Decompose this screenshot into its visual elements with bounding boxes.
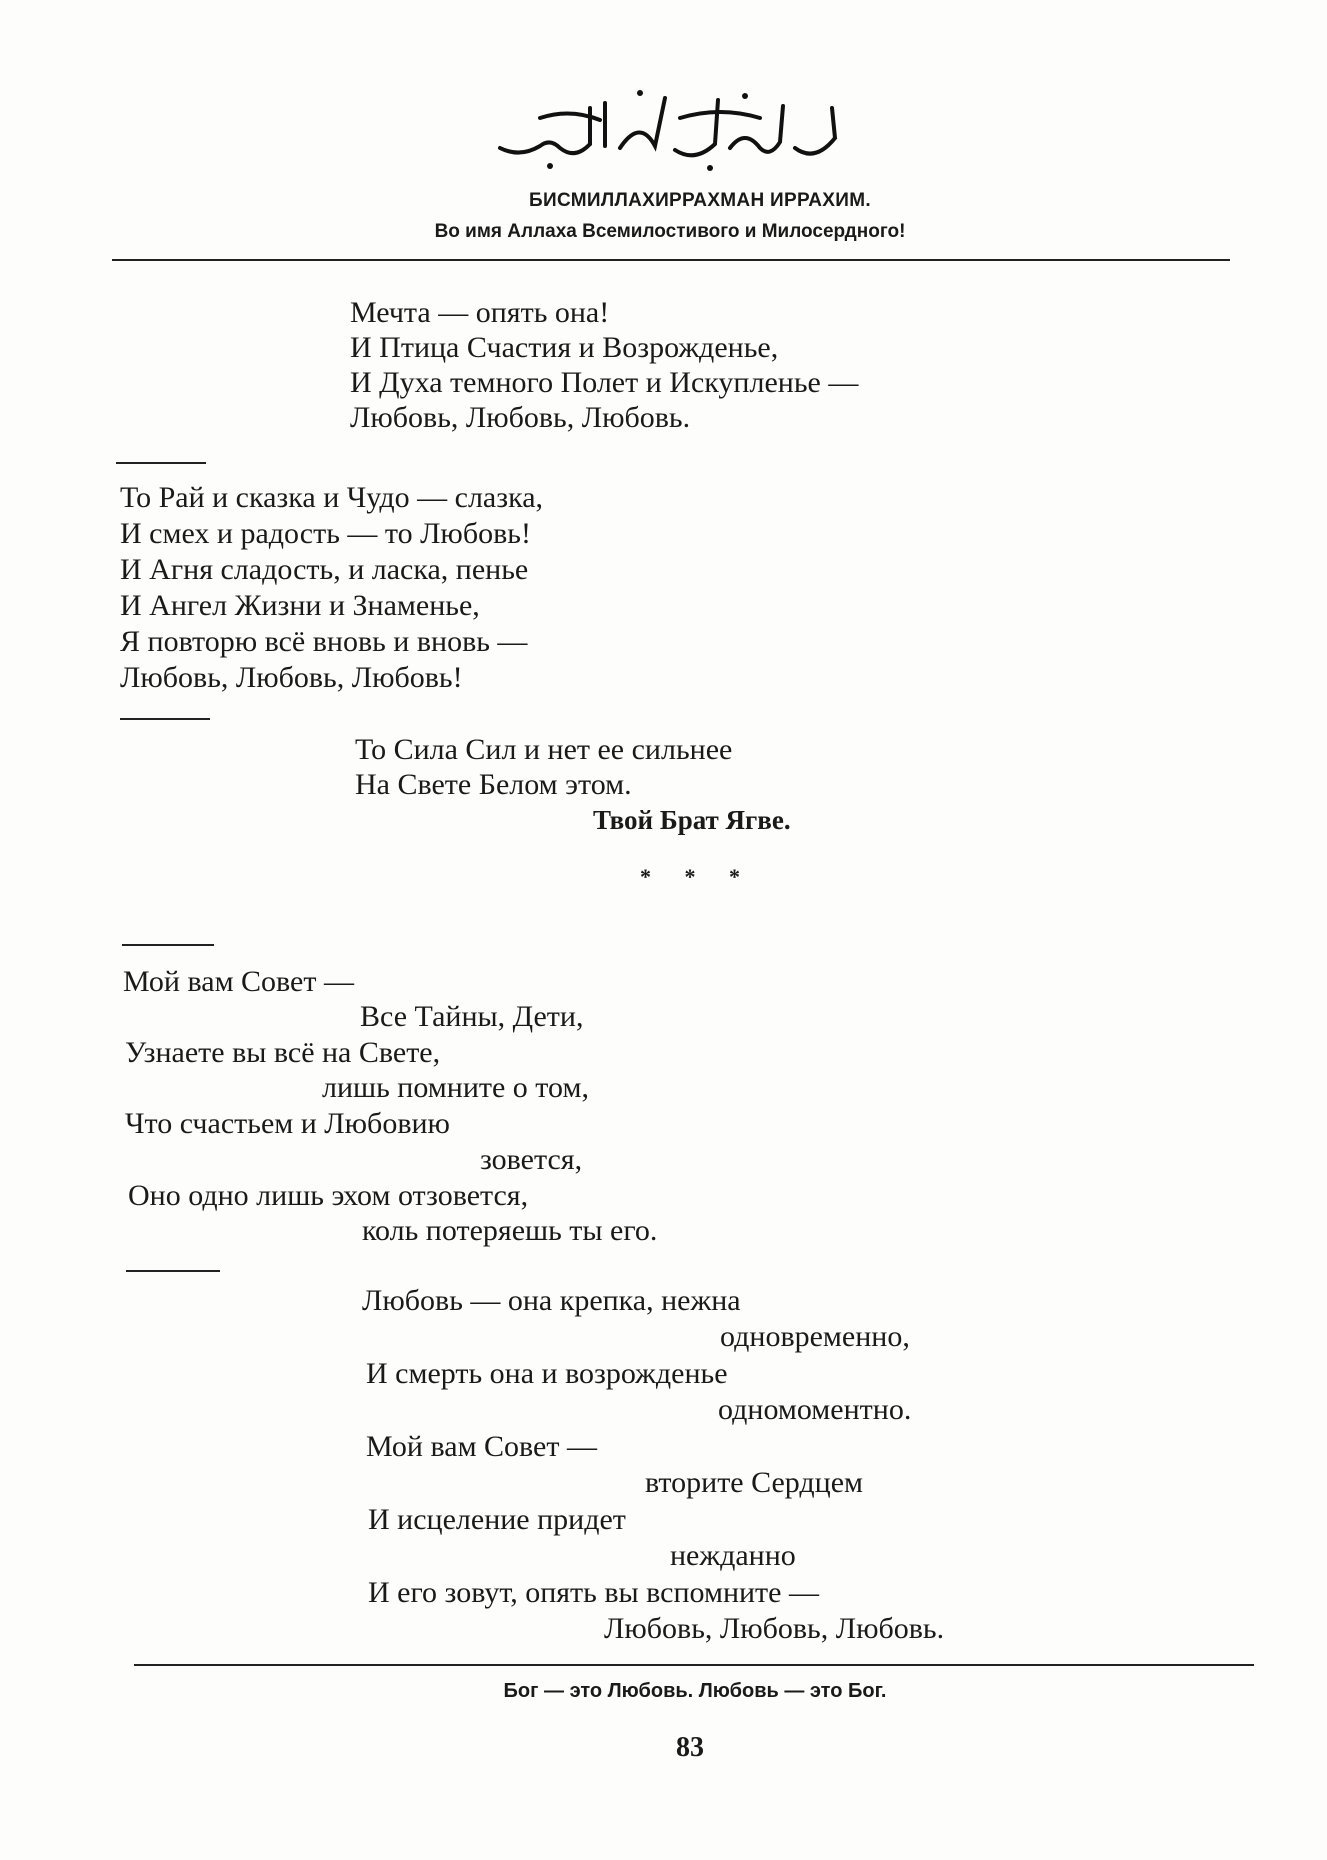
poem2-line: вторите Сердцем bbox=[645, 1466, 864, 1499]
footer-motto: Бог — это Любовь. Любовь — это Бог. bbox=[503, 1680, 887, 1702]
poem2-line: Любовь — она крепка, нежна bbox=[362, 1284, 741, 1317]
poem2-line: Узнаете вы всё на Свете, bbox=[125, 1036, 441, 1069]
poem2-line: зовется, bbox=[480, 1143, 583, 1176]
poem1-line: И Ангел Жизни и Знаменье, bbox=[120, 589, 480, 622]
poem2-line: И смерть она и возрожденье bbox=[366, 1357, 728, 1390]
poem2-line: Мой вам Совет — bbox=[123, 965, 354, 998]
poem1-line: То Сила Сил и нет ее сильнее bbox=[355, 733, 733, 766]
poem2-line: одномоментно. bbox=[718, 1393, 912, 1426]
header-subtitle: Во имя Аллаха Всемилостивого и Милосердного! bbox=[434, 221, 906, 242]
stanza-divider bbox=[116, 462, 206, 464]
basmala-calligraphy bbox=[480, 78, 860, 178]
poem1-line: И Птица Счастия и Возрожденье, bbox=[350, 331, 779, 364]
poem1-line: Мечта — опять она! bbox=[350, 296, 610, 329]
poem1-line: И Духа темного Полет и Искупленье — bbox=[350, 366, 859, 399]
poem1-line: И смех и радость — то Любовь! bbox=[120, 517, 531, 550]
poem1-line: Любовь, Любовь, Любовь. bbox=[350, 401, 691, 434]
signature: Твой Брат Ягве. bbox=[593, 805, 791, 835]
poem2-line: Все Тайны, Дети, bbox=[360, 1000, 584, 1033]
poem2-line: Оно одно лишь эхом отзовется, bbox=[128, 1179, 529, 1212]
poem2-line: одновременно, bbox=[720, 1320, 910, 1353]
poem1-line: Любовь, Любовь, Любовь! bbox=[120, 661, 463, 694]
header-rule bbox=[112, 259, 1230, 261]
poem2-line: лишь помните о том, bbox=[322, 1071, 589, 1104]
stanza-divider bbox=[126, 1270, 220, 1272]
stanza-divider bbox=[122, 944, 214, 946]
stanza-divider bbox=[120, 718, 210, 720]
poem1-line: На Свете Белом этом. bbox=[355, 768, 632, 801]
poem2-line: коль потеряешь ты его. bbox=[362, 1214, 658, 1247]
poem2-line: нежданно bbox=[670, 1539, 796, 1572]
header-title: БИСМИЛЛАХИРРАХМАН ИРРАХИМ. bbox=[529, 190, 871, 211]
poem2-line: Что счастьем и Любовию bbox=[125, 1107, 450, 1140]
page-number: 83 bbox=[676, 1732, 704, 1763]
poem1-line: Я повторю всё вновь и вновь — bbox=[120, 625, 528, 658]
section-separator: * * * bbox=[640, 864, 754, 889]
poem1-line: И Агня сладость, и ласка, пенье bbox=[120, 553, 529, 586]
poem2-line: И его зовут, опять вы вспомните — bbox=[368, 1576, 819, 1609]
poem1-line: То Рай и сказка и Чудо — слазка, bbox=[120, 481, 544, 514]
footer-rule bbox=[134, 1664, 1254, 1666]
poem2-line: Мой вам Совет — bbox=[366, 1430, 597, 1463]
poem2-line: И исцеление придет bbox=[368, 1503, 626, 1536]
poem2-line: Любовь, Любовь, Любовь. bbox=[604, 1612, 945, 1645]
